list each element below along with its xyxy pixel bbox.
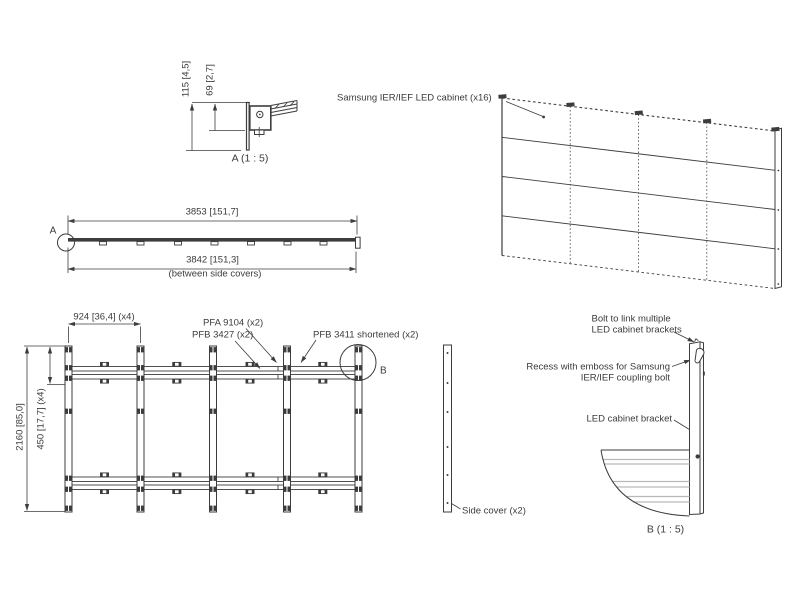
label-recess-line2: IER/IEF coupling bolt: [580, 372, 670, 383]
label-led-cabinet-bracket: LED cabinet bracket: [586, 413, 672, 425]
dim-text-2160: 2160 [85,0]: [14, 403, 25, 451]
sectioned-rails: [603, 460, 690, 503]
top-clips: [498, 94, 779, 131]
label-recess-line1: Recess with emboss for Samsung: [526, 361, 670, 373]
label-bolt-line2: LED cabinet brackets: [591, 324, 682, 336]
bar-tabs: [100, 242, 328, 245]
dim-text-450: 450 [17,7] (x4): [35, 388, 46, 450]
label-pfb-3411: PFB 3411 shortened (x2): [313, 329, 419, 341]
dim-text-3853: 3853 [151,7]: [185, 206, 239, 218]
bolt-hole: [696, 454, 700, 458]
rail-bar: [68, 238, 360, 242]
leader-samsung: [506, 102, 543, 117]
dim-note-between-side-covers: (between side covers): [168, 268, 262, 280]
label-pfb-3427: PFB 3427 (x2): [192, 329, 254, 341]
dim-text-69: 69 [2,7]: [204, 64, 215, 96]
label-bolt-line1: Bolt to link multiple: [591, 313, 671, 325]
detail-b-caption: B (1 : 5): [646, 523, 685, 536]
samsung-cabinet-label: Samsung IER/IEF LED cabinet (x16): [337, 92, 492, 104]
detail-a-view: [186, 101, 297, 151]
dim-text-924: 924 [36,4] (x4): [73, 311, 135, 323]
detail-b-marker: B: [380, 365, 387, 377]
leader-pfb-3411: [301, 340, 316, 363]
dim-text-115: 115 [4,5]: [180, 60, 191, 98]
led-cabinet-bracket-drawing: [690, 339, 705, 515]
leader-recess: [672, 360, 691, 367]
label-side-cover: Side cover (x2): [462, 505, 526, 516]
bracket-section-drawing: [247, 101, 298, 151]
dim-text-3842: 3842 [151,3]: [186, 254, 239, 266]
side-cover-view: [444, 345, 461, 512]
detail-a-marker: A: [49, 225, 57, 237]
detail-a-circle: [58, 234, 75, 251]
detail-a-caption: A (1 : 5): [231, 152, 269, 165]
label-pfa-9104: PFA 9104 (x2): [203, 317, 264, 328]
frame-front-view: [24, 324, 376, 512]
isometric-led-wall: [498, 94, 781, 288]
leader-side-cover: [452, 504, 461, 510]
